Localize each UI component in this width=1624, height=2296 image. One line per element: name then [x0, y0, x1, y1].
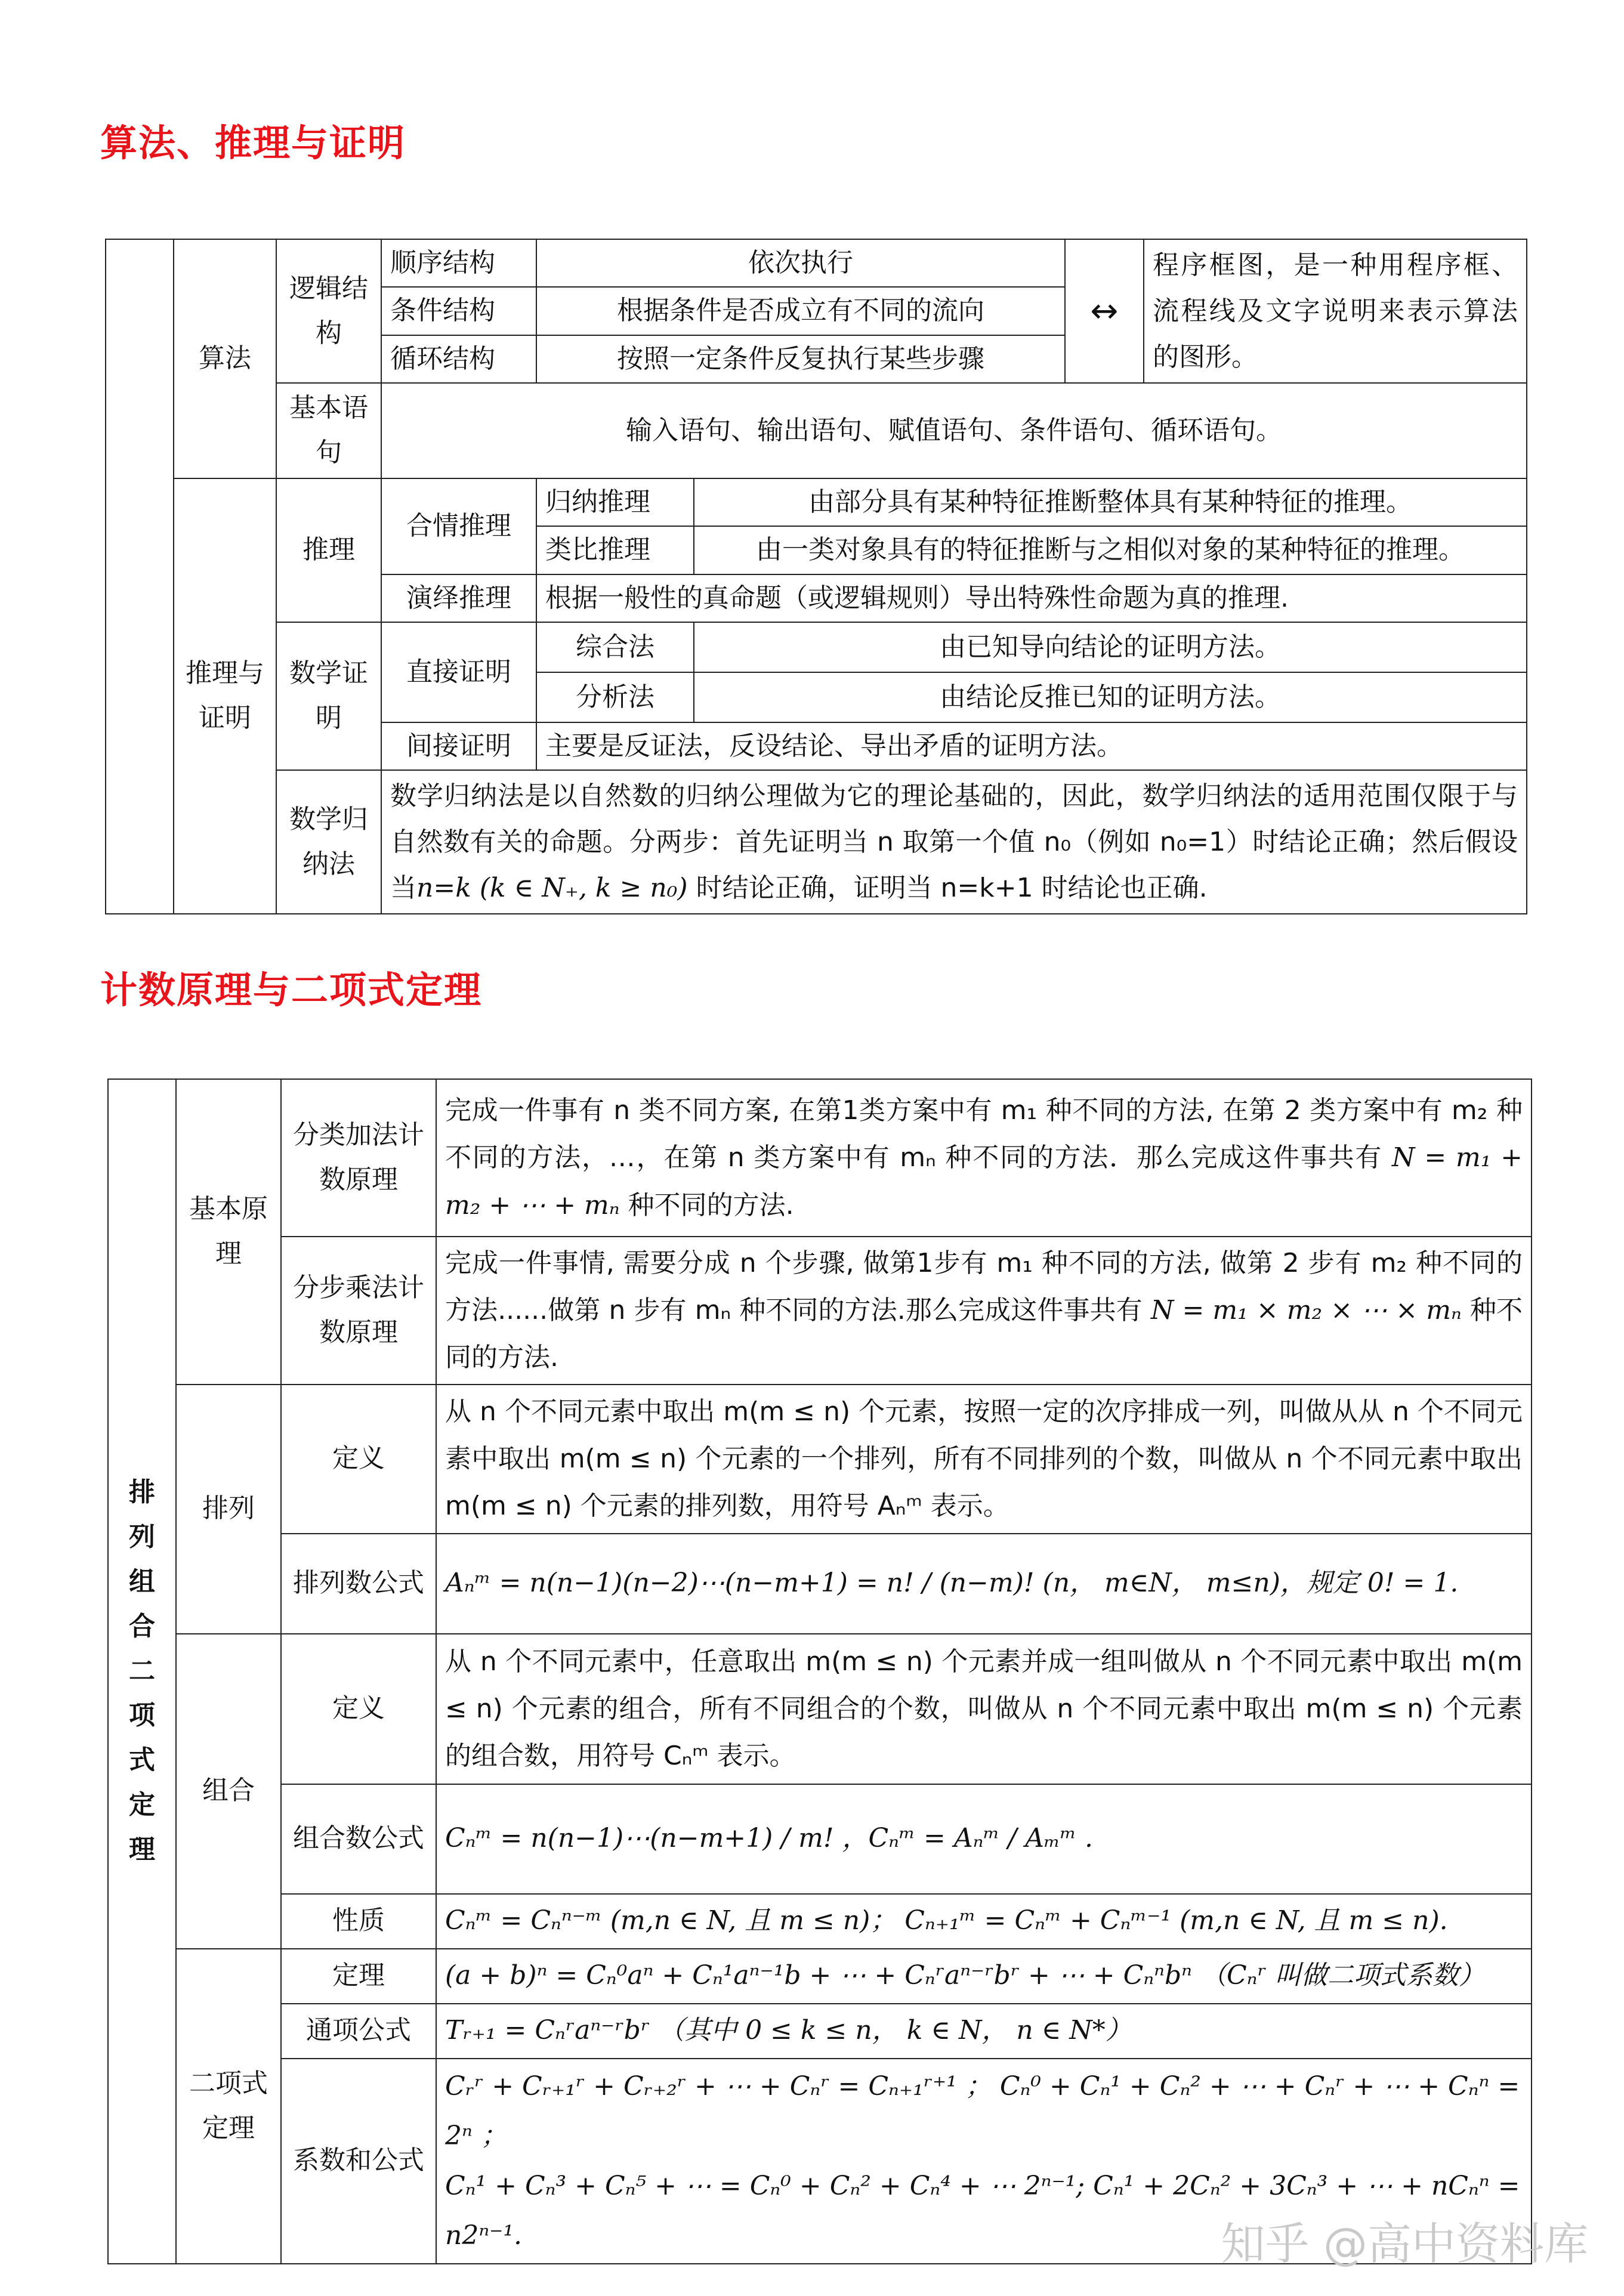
combination-definition-label: 定义 — [281, 1634, 436, 1784]
analogical-reasoning-desc: 由一类对象具有的特征推断与之相似对象的某种特征的推理。 — [694, 526, 1527, 574]
binomial-theorem-formula: (a + b)ⁿ = Cₙ⁰aⁿ + Cₙ¹aⁿ⁻¹b + ⋯ + Cₙʳaⁿ⁻ʳbʳ + ⋯ + Cₙⁿbⁿ （Cₙʳ 叫做二项式系数） — [436, 1949, 1532, 2004]
basic-statements-text: 输入语句、输出语句、赋值语句、条件语句、循环语句。 — [381, 383, 1527, 478]
coefficient-sum-line-2: Cₙ¹ + Cₙ³ + Cₙ⁵ + ⋯ = Cₙ⁰ + Cₙ² + Cₙ⁴ + ⋯ 2ⁿ⁻¹; Cₙ¹ + 2Cₙ² + 3Cₙ³ + ⋯ + nCₙⁿ = n2ⁿ⁻¹. — [445, 2170, 1520, 2251]
permutation-formula: Aₙᵐ = n(n−1)(n−2)⋯(n−m+1) = n! / (n−m)! (n， m∈N， m≤n)，规定 0! = 1. — [436, 1534, 1532, 1634]
reasoning-label: 推理 — [276, 478, 381, 622]
combination-formula-label: 组合数公式 — [281, 1784, 436, 1894]
math-induction-condition: n=k (k ∈ N₊, k ≥ n₀) — [416, 873, 688, 904]
loop-structure-label: 循环结构 — [381, 335, 536, 383]
plausible-reasoning-label: 合情推理 — [381, 478, 536, 574]
sequential-structure-desc: 依次执行 — [536, 239, 1065, 287]
coefficient-sum-label: 系数和公式 — [281, 2059, 436, 2264]
math-induction-text-2: 时结论正确，证明当 n=k+1 时结论也正确. — [687, 873, 1208, 904]
synthetic-method-desc: 由已知导向结论的证明方法。 — [694, 622, 1527, 672]
flowchart-definition: 程序框图，是一种用程序框、流程线及文字说明来表示算法的图形。 — [1144, 239, 1527, 383]
analogical-reasoning-label: 类比推理 — [536, 526, 694, 574]
counting-binomial-table — [107, 1079, 1532, 2264]
combination-label: 组合 — [176, 1634, 281, 1949]
inductive-reasoning-label: 归纳推理 — [536, 478, 694, 526]
binomial-theorem-label: 二项式定理 — [176, 1949, 281, 2264]
indirect-proof-label: 间接证明 — [381, 722, 536, 770]
math-proof-label: 数学证明 — [276, 622, 381, 770]
algorithm-label: 算法 — [174, 239, 276, 478]
indirect-proof-desc: 主要是反证法，反设结论、导出矛盾的证明方法。 — [536, 722, 1527, 770]
combination-property: Cₙᵐ = Cₙⁿ⁻ᵐ (m,n ∈ N, 且 m ≤ n)； Cₙ₊₁ᵐ = Cₙᵐ + Cₙᵐ⁻¹ (m,n ∈ N, 且 m ≤ n). — [436, 1894, 1532, 1949]
direct-proof-label: 直接证明 — [381, 622, 536, 722]
loop-structure-desc: 按照一定条件反复执行某些步骤 — [536, 335, 1065, 383]
conditional-structure-label: 条件结构 — [381, 287, 536, 335]
multiplication-desc-1: 完成一件事情, 需要分成 n 个步骤, 做第1步有 m₁ 种不同的方法, 做第 2 步有 m₂ 种不同的方法......做第 n 步有 mₙ 种不同的方法.那么完成这件事共有 — [445, 1248, 1523, 1326]
side-label-text: 排列组合二项式定理 — [129, 1477, 155, 1865]
addition-principle-label: 分类加法计数原理 — [281, 1079, 436, 1237]
deductive-reasoning-desc: 根据一般性的真命题（或逻辑规则）导出特殊性命题为真的推理. — [536, 574, 1527, 622]
math-induction-desc — [381, 770, 1527, 914]
combination-property-label: 性质 — [281, 1894, 436, 1949]
permutation-label: 排列 — [176, 1385, 281, 1634]
math-induction-text-1: 数学归纳法是以自然数的归纳公理做为它的理论基础的，因此，数学归纳法的适用范围仅限于与自然数有关的命题。分两步：首先证明当 n 取第一个值 n₀（例如 n₀=1）时结论正确；然后假设当 — [390, 781, 1518, 904]
combination-definition-text: 从 n 个不同元素中，任意取出 m(m ≤ n) 个元素并成一组叫做从 n 个不同元素中取出 m(m ≤ n) 个元素的组合，所有不同组合的个数，叫做从 n 个不同元素中取出 m(m ≤ n) 个元素的组合数，用符号 Cₙᵐ 表示。 — [436, 1634, 1532, 1784]
permutation-formula-label: 排列数公式 — [281, 1534, 436, 1634]
blank-side-cell — [106, 239, 174, 914]
general-term-formula: Tᵣ₊₁ = Cₙʳaⁿ⁻ʳbʳ （其中 0 ≤ k ≤ n， k ∈ N， n ∈ N*） — [436, 2004, 1532, 2059]
multiplication-principle-label: 分步乘法计数原理 — [281, 1237, 436, 1385]
synthetic-method-label: 综合法 — [536, 622, 694, 672]
basic-principle-label: 基本原理 — [176, 1079, 281, 1385]
permutation-definition-label: 定义 — [281, 1385, 436, 1534]
deductive-reasoning-label: 演绎推理 — [381, 574, 536, 622]
watermark: 知乎 @高中资料库 — [1221, 2218, 1588, 2270]
inductive-reasoning-desc: 由部分具有某种特征推断整体具有某种特征的推理。 — [694, 478, 1527, 526]
reasoning-proof-label: 推理与证明 — [174, 478, 276, 914]
addition-principle-desc — [436, 1079, 1532, 1237]
combination-formula: Cₙᵐ = n(n−1)⋯(n−m+1) / m! ，Cₙᵐ = Aₙᵐ / Aₘᵐ . — [436, 1784, 1532, 1894]
conditional-structure-desc: 根据条件是否成立有不同的流向 — [536, 287, 1065, 335]
multiplication-formula: N = m₁ × m₂ × ⋯ × mₙ — [1150, 1295, 1462, 1326]
section-title-counting-binomial: 计数原理与二项式定理 — [100, 968, 483, 1012]
sequential-structure-label: 顺序结构 — [381, 239, 536, 287]
logic-structure-label: 逻辑结构 — [276, 239, 381, 383]
permutation-combination-binomial-side-label — [108, 1079, 176, 2264]
permutation-definition-text: 从 n 个不同元素中取出 m(m ≤ n) 个元素，按照一定的次序排成一列，叫做从从 n 个不同元素中取出 m(m ≤ n) 个元素的一个排列，所有不同排列的个数，叫做从 n 个不同元素中取出 m(m ≤ n) 个元素的排列数，用符号 Aₙᵐ 表示。 — [436, 1385, 1532, 1534]
double-arrow-icon: ↔ — [1065, 239, 1144, 383]
theorem-label: 定理 — [281, 1949, 436, 2004]
multiplication-desc-2: 种不同的方法. — [445, 1295, 1523, 1373]
coefficient-sum-line-1: Cᵣʳ + Cᵣ₊₁ʳ + Cᵣ₊₂ʳ + ⋯ + Cₙʳ = Cₙ₊₁ʳ⁺¹ ； Cₙ⁰ + Cₙ¹ + Cₙ² + ⋯ + Cₙʳ + ⋯ + Cₙⁿ = 2ⁿ ； — [445, 2071, 1520, 2152]
general-term-label: 通项公式 — [281, 2004, 436, 2059]
math-induction-label: 数学归纳法 — [276, 770, 381, 914]
section-title-algorithm-reasoning-proof: 算法、推理与证明 — [100, 121, 406, 165]
basic-statements-label: 基本语句 — [276, 383, 381, 478]
addition-desc-2: 种不同的方法. — [628, 1189, 794, 1220]
addition-desc-1: 完成一件事有 n 类不同方案, 在第1类方案中有 m₁ 种不同的方法, 在第 2 类方案中有 m₂ 种不同的方法，…，在第 n 类方案中有 mₙ 种不同的方法．那么完成这件事共有 — [445, 1095, 1523, 1173]
analytic-method-desc: 由结论反推已知的证明方法。 — [694, 672, 1527, 722]
multiplication-principle-desc — [436, 1237, 1532, 1385]
algorithm-reasoning-proof-table — [105, 239, 1527, 914]
addition-formula: N = m₁ + m₂ + ⋯ + mₙ — [445, 1142, 1523, 1220]
analytic-method-label: 分析法 — [536, 672, 694, 722]
